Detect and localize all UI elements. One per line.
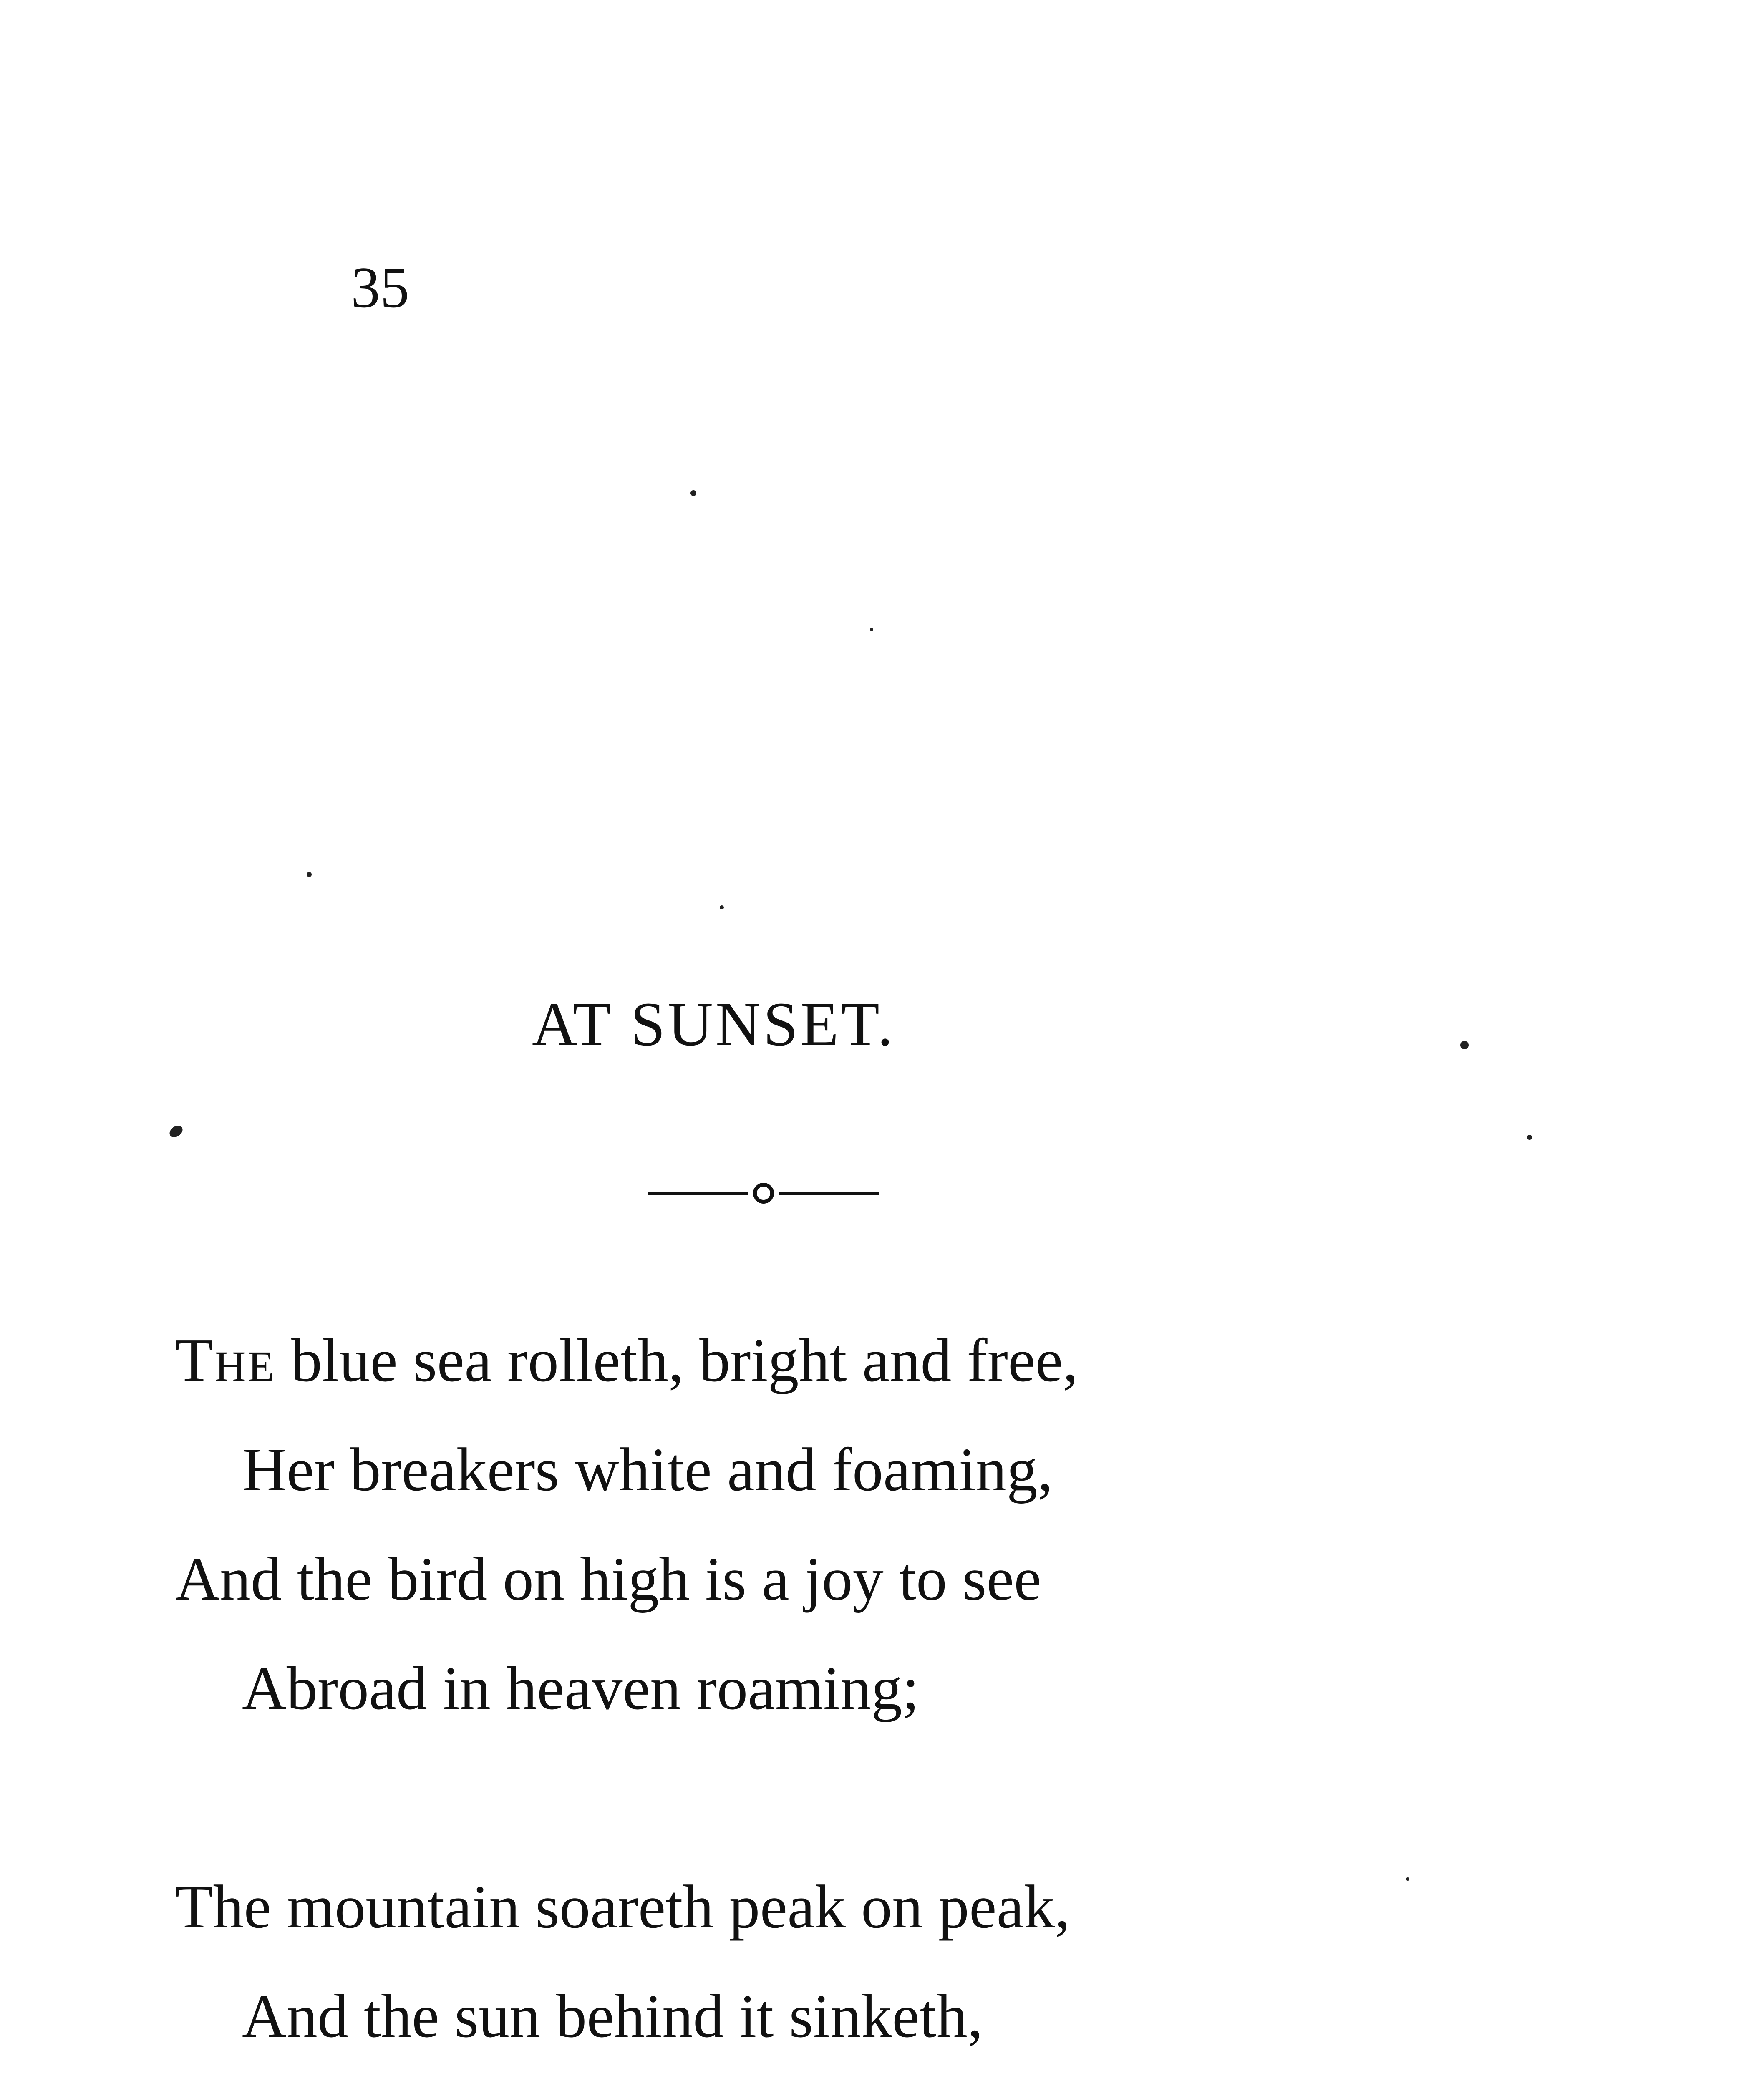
print-speck [1527,1135,1532,1140]
poem-title: AT SUNSET. [532,990,896,1059]
ornament-rule-right [779,1192,879,1195]
poem-line: Her breakers white and foaming, [242,1436,1053,1504]
ornament-rule-left [648,1192,748,1195]
title-ornament [638,1168,889,1218]
poem-line: The mountain soareth peak on peak, [175,1873,1071,1941]
print-speck [307,872,312,877]
print-speck [1460,1041,1469,1049]
ornament-ring [753,1183,774,1204]
poem-first-word: The [175,1326,276,1395]
poem-line-rest: blue sea rolleth, bright and free, [276,1326,1079,1395]
stanza-2 [175,1852,1427,2086]
stanza-1 [175,1306,1427,1743]
print-speck [870,628,873,631]
poem-line [175,2071,1427,2086]
page-number: 35 [351,255,409,320]
print-speck [167,1123,185,1139]
poem-line: And the sun behind it sinketh, [242,1982,983,2051]
print-speck [690,490,696,496]
print-speck [720,905,724,909]
poem-line: Abroad in heaven roaming; [242,1654,920,1723]
print-speck [1406,1877,1409,1881]
poem-line [175,1306,1427,1415]
poem-line: And the bird on high is a joy to see [175,1545,1041,1613]
